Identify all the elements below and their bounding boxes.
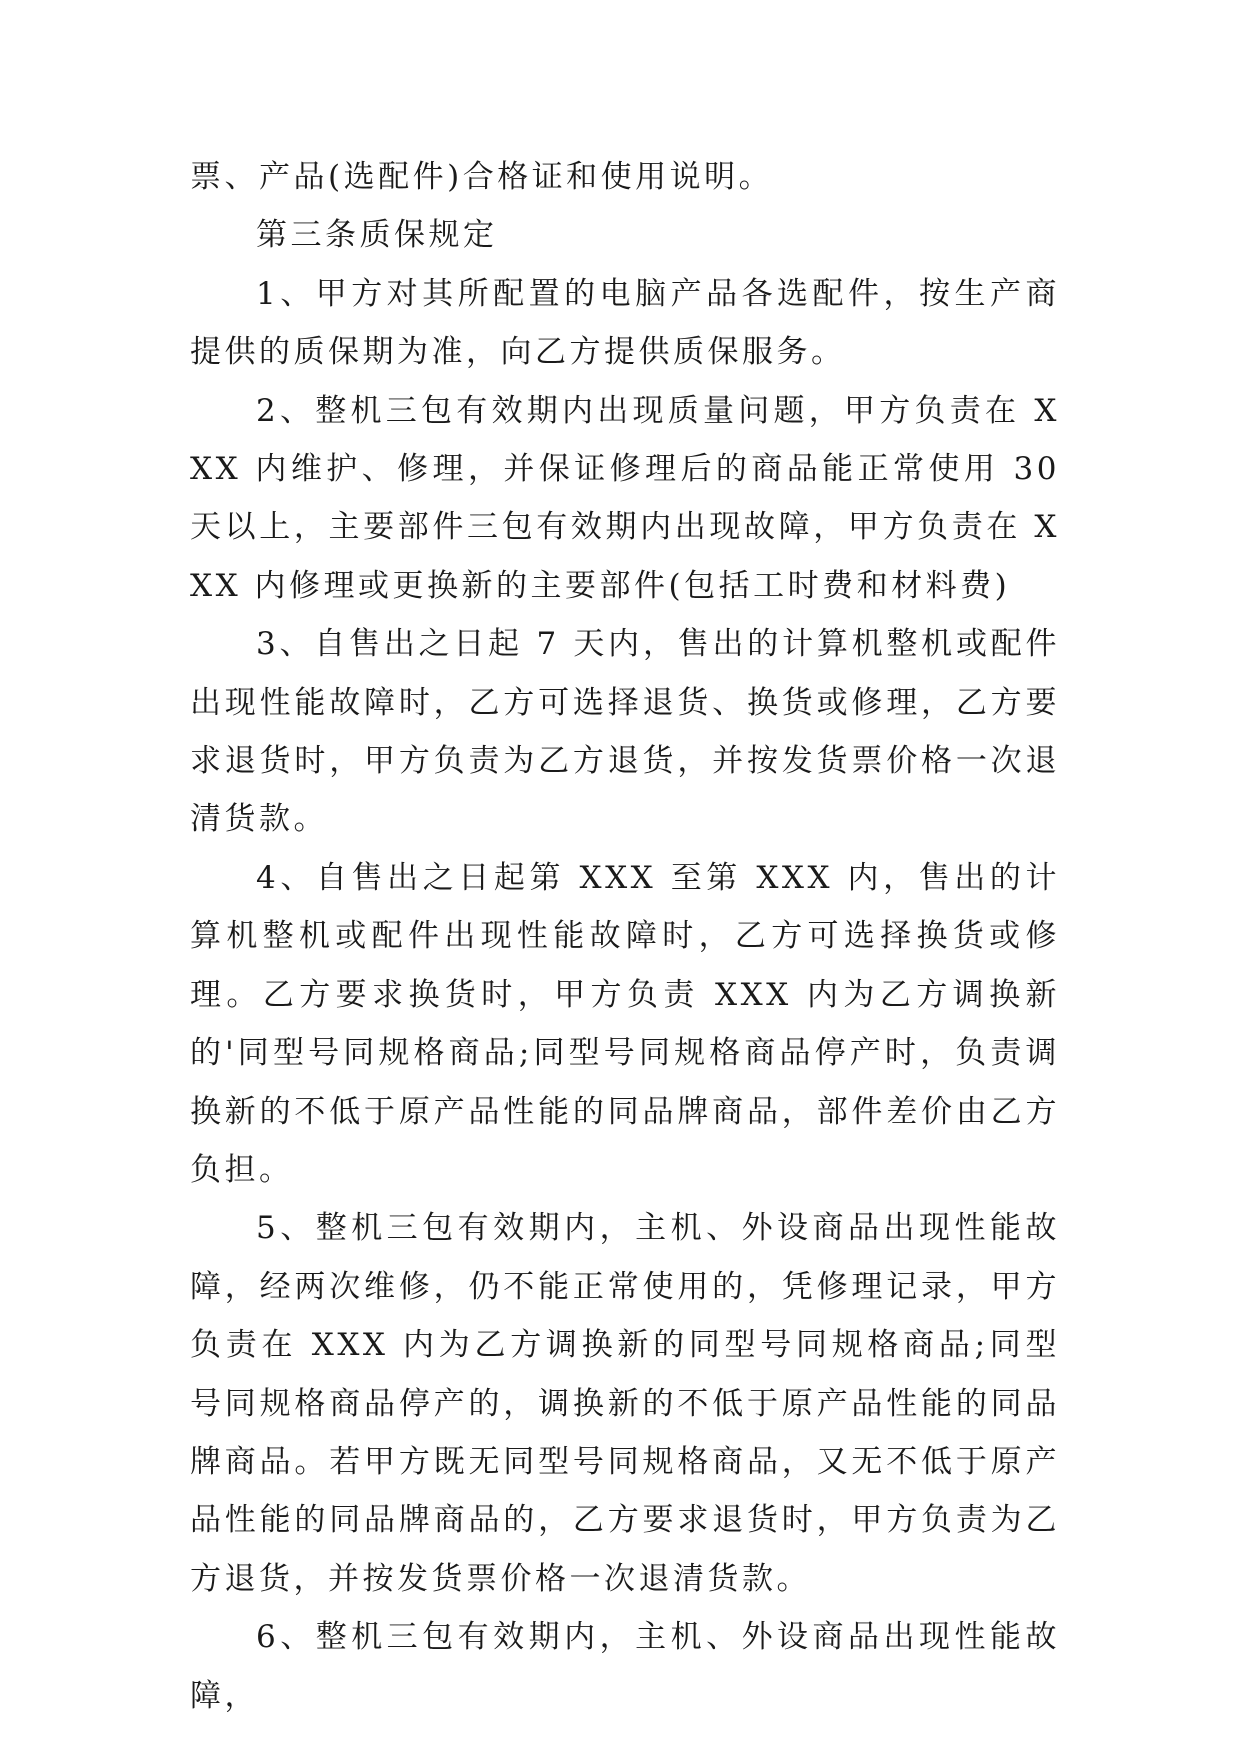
document-body — [190, 148, 1060, 1725]
paragraph-clause-3: 3、自售出之日起 7 天内，售出的计算机整机或配件出现性能故障时，乙方可选择退货、换货或修理，乙方要求退货时，甲方负责为乙方退货，并按发货票价格一次退清货款。 — [190, 626, 1060, 838]
paragraph-clause-2: 2、整机三包有效期内出现质量问题，甲方负责在 XXX 内维护、修理，并保证修理后的商品能正常使用 30 天以上，主要部件三包有效期内出现故障，甲方负责在 XXX 内修理或更换新的主要部件(包括工时费和材料费) — [190, 392, 1060, 604]
paragraph-clause-4: 4、自售出之日起第 XXX 至第 XXX 内，售出的计算机整机或配件出现性能故障时，乙方可选择换货或修理。乙方要求换货时，甲方负责 XXX 内为乙方调换新的'同型号同规格商品;同型号同规格商品停产时，负责调换新的不低于原产品性能的同品牌商品，部件差价由乙方负担。 — [190, 859, 1060, 1188]
paragraph-clause-6: 6、整机三包有效期内，主机、外设商品出现性能故障， — [190, 1619, 1060, 1714]
paragraph-clause-1: 1、甲方对其所配置的电脑产品各选配件，按生产商提供的质保期为准，向乙方提供质保服务。 — [190, 275, 1060, 371]
section-heading-article-3: 第三条质保规定 — [256, 217, 498, 254]
paragraph-continuation: 票、产品(选配件)合格证和使用说明。 — [190, 159, 774, 195]
paragraph-clause-5: 5、整机三包有效期内，主机、外设商品出现性能故障，经两次维修，仍不能正常使用的，凭修理记录，甲方负责在 XXX 内为乙方调换新的同型号同规格商品;同型号同规格商品停产的，调换新的不低于原产品性能的同品牌商品。若甲方既无同型号同规格商品，又无不低于原产品性能的同品牌商品的，乙方要求退货时，甲方负责为乙方退货，并按发货票价格一次退清货款。 — [190, 1210, 1060, 1597]
